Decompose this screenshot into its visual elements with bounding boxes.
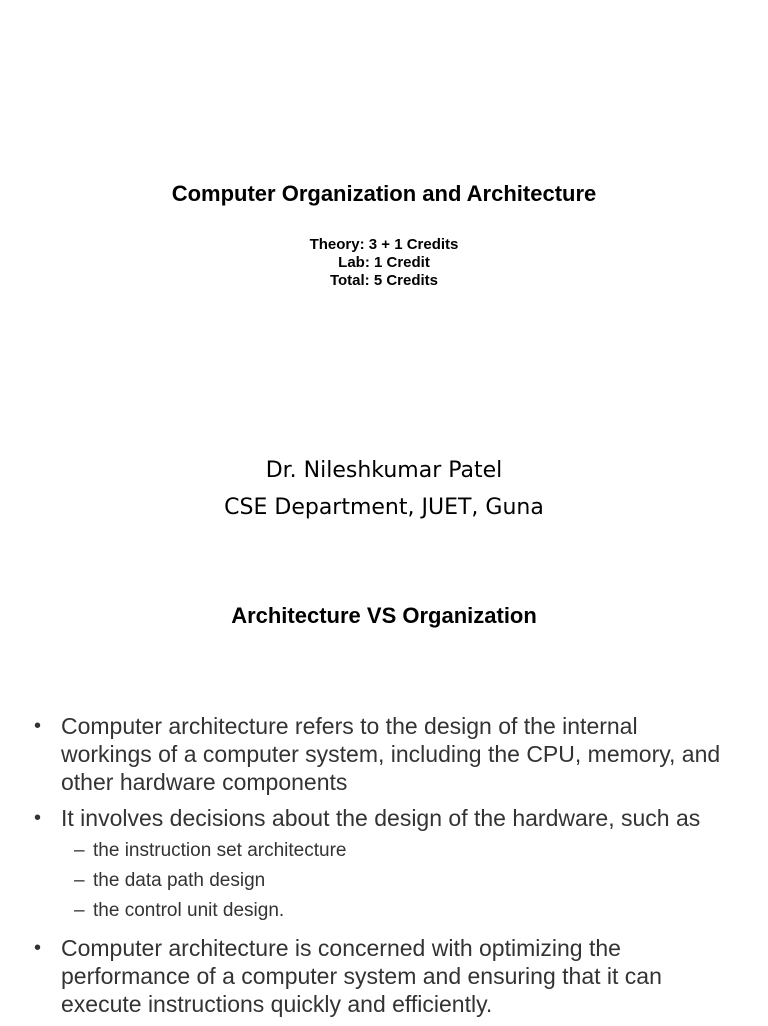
bullet-marker: • <box>34 937 42 959</box>
credits-block <box>0 236 768 290</box>
sub-bullet-item <box>74 896 732 926</box>
author-affiliation: CSE Department, JUET, Guna <box>224 495 544 520</box>
credits-theory: Theory: 3 + 1 Credits <box>309 236 459 253</box>
sub-bullet-text: the instruction set architecture <box>93 840 347 861</box>
sub-marker: – <box>74 840 85 861</box>
slide-title: Computer Organization and Architecture <box>171 181 597 206</box>
sub-marker: – <box>74 870 85 891</box>
bullet-item <box>32 934 732 1018</box>
author-block <box>0 452 768 526</box>
bullet-list <box>32 712 732 1026</box>
credits-total: Total: 5 Credits <box>329 272 439 289</box>
author-name: Dr. Nileshkumar Patel <box>265 458 503 483</box>
bullet-marker: • <box>34 807 42 829</box>
bullet-text: Computer architecture is concerned with optimizing the performance of a computer system and ensuring that it can execute instructions quickly and efficiently. <box>61 935 662 1017</box>
sub-marker: – <box>74 900 85 921</box>
sub-bullet-text: the data path design <box>93 870 266 891</box>
bullet-item <box>32 804 732 926</box>
bullet-item <box>32 712 732 796</box>
sub-bullet-list <box>61 836 732 926</box>
section-title: Architecture VS Organization <box>231 603 537 628</box>
sub-bullet-text: the control unit design. <box>93 900 285 921</box>
credits-lab: Lab: 1 Credit <box>338 254 430 271</box>
bullet-marker: • <box>34 715 42 737</box>
bullet-text: Computer architecture refers to the design of the internal workings of a computer system, including the CPU, memory, and other hardware components <box>61 713 721 795</box>
sub-bullet-item <box>74 836 732 866</box>
bullet-text: It involves decisions about the design of the hardware, such as <box>61 805 701 831</box>
sub-bullet-item <box>74 866 732 896</box>
